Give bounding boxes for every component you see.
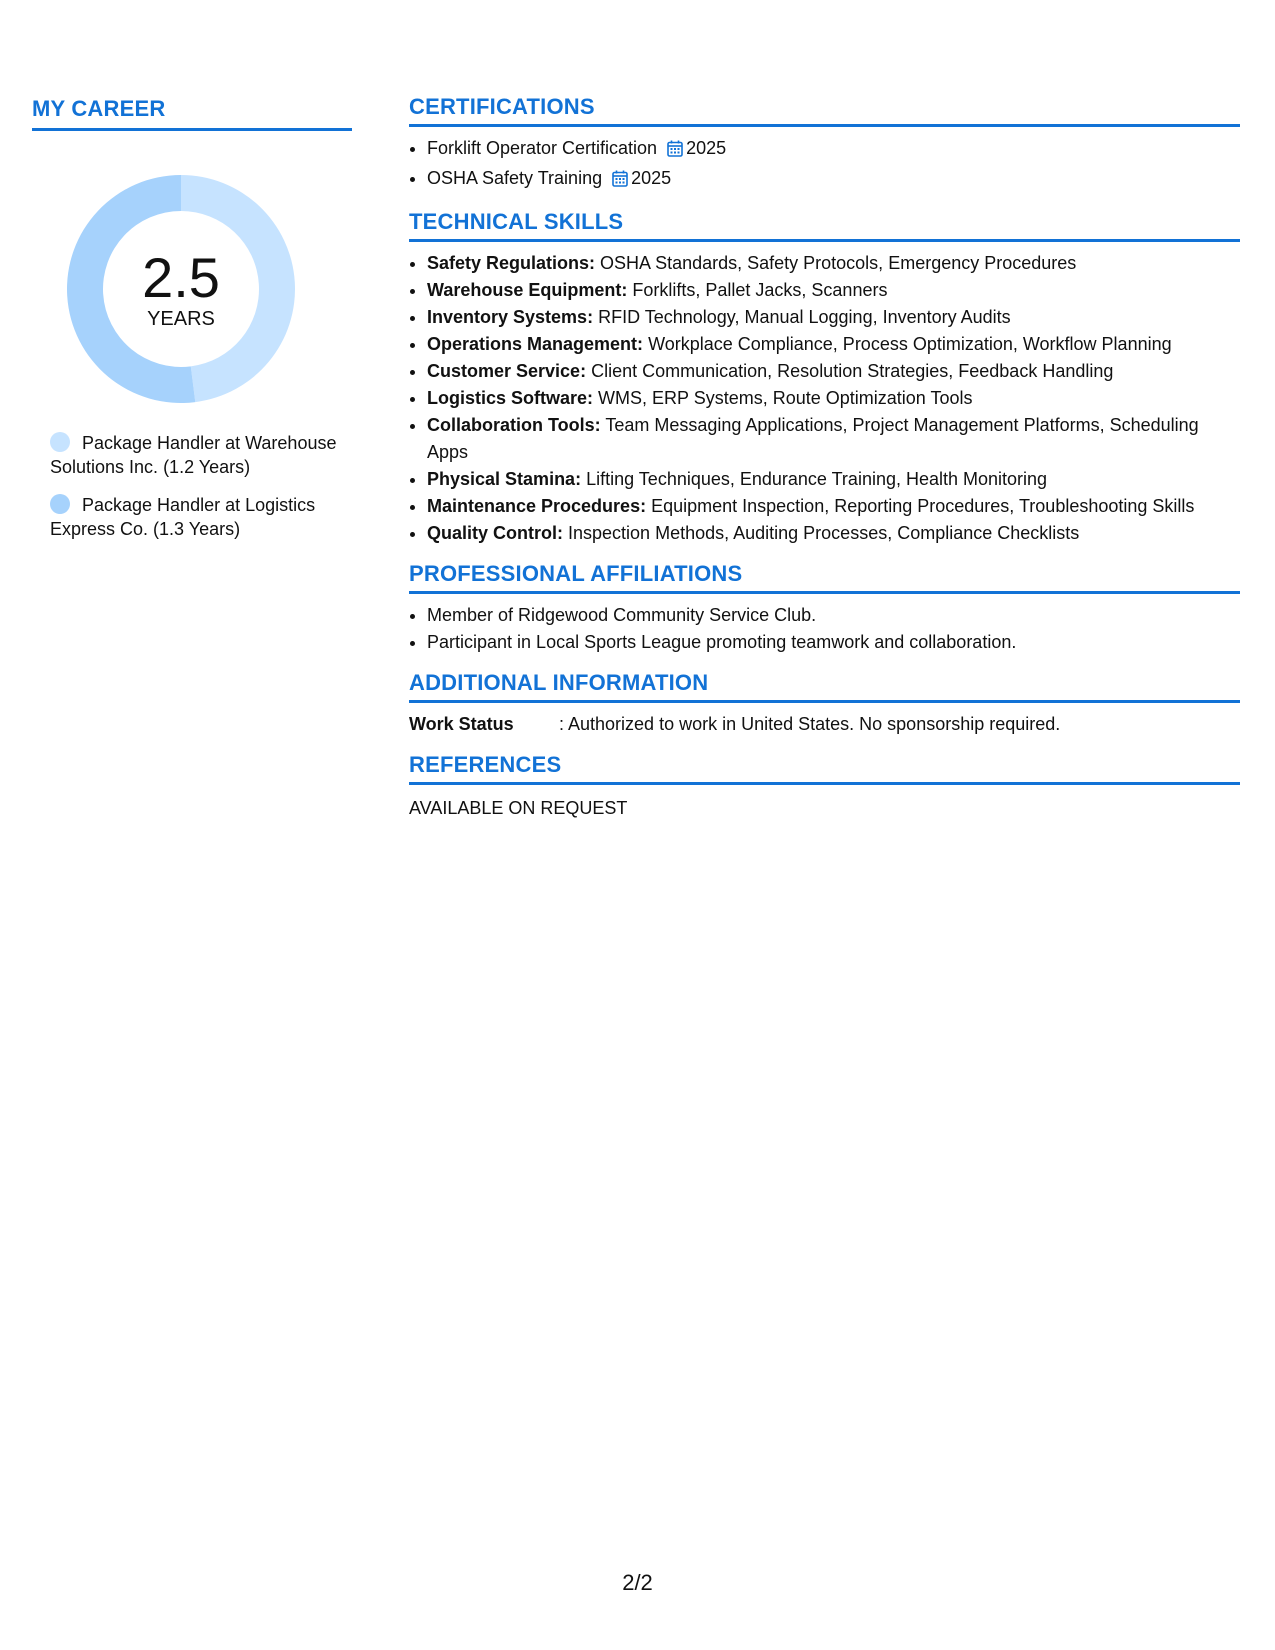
skill-label: Collaboration Tools: <box>427 415 601 435</box>
career-title: MY CAREER <box>32 96 352 131</box>
legend-item <box>50 493 352 541</box>
skill-value: Workplace Compliance, Process Optimization, Workflow Planning <box>648 334 1172 354</box>
skill-item <box>427 385 1240 412</box>
skill-label: Physical Stamina: <box>427 469 582 489</box>
skill-item <box>427 304 1240 331</box>
legend-item <box>50 431 352 479</box>
references-section <box>409 752 1240 822</box>
affiliation-item: • Member of Ridgewood Community Service Club. <box>427 602 1240 629</box>
page-number: 2/2 <box>622 1570 653 1595</box>
certification-year: 2025 <box>631 168 672 188</box>
certification-name: OSHA Safety Training <box>427 168 603 188</box>
skill-item <box>427 520 1240 547</box>
skill-item <box>427 412 1240 466</box>
affiliations-title: PROFESSIONAL AFFILIATIONS <box>409 561 1240 594</box>
references-title: REFERENCES <box>409 752 1240 785</box>
calendar-icon <box>667 138 683 165</box>
additional-section <box>409 670 1240 738</box>
career-donut-chart <box>67 175 295 403</box>
legend-dot <box>50 432 70 452</box>
skill-label: Inventory Systems: <box>427 307 594 327</box>
skill-value: WMS, ERP Systems, Route Optimization Tools <box>598 388 973 408</box>
certifications-section <box>409 94 1240 195</box>
references-text: AVAILABLE ON REQUEST <box>409 798 628 818</box>
work-status-row <box>409 711 1240 738</box>
affiliations-section <box>409 561 1240 656</box>
skill-label: Safety Regulations: <box>427 253 596 273</box>
skill-item <box>427 277 1240 304</box>
skills-list <box>409 250 1240 547</box>
skill-label: Logistics Software: <box>427 388 594 408</box>
skills-title: TECHNICAL SKILLS <box>409 209 1240 242</box>
skill-value: Equipment Inspection, Reporting Procedures, Troubleshooting Skills <box>651 496 1195 516</box>
career-column <box>32 96 352 555</box>
skill-value: OSHA Standards, Safety Protocols, Emergency Procedures <box>600 253 1077 273</box>
skill-item <box>427 493 1240 520</box>
skill-label: Customer Service: <box>427 361 587 381</box>
work-status-label: Work Status <box>409 714 514 734</box>
career-legend <box>32 431 352 541</box>
calendar-icon <box>612 168 628 195</box>
skills-section <box>409 209 1240 547</box>
total-years-unit: YEARS <box>147 308 215 330</box>
skill-value: Forklifts, Pallet Jacks, Scanners <box>632 280 888 300</box>
skill-item <box>427 466 1240 493</box>
certification-item <box>427 135 1240 165</box>
skill-label: Maintenance Procedures: <box>427 496 647 516</box>
skill-value: Team Messaging Applications, Project Management Platforms, Scheduling Apps <box>427 415 1199 462</box>
affiliations-list <box>409 602 1240 656</box>
legend-label: Package Handler at Logistics Express Co. (1.3 Years) <box>50 495 316 539</box>
additional-title: ADDITIONAL INFORMATION <box>409 670 1240 703</box>
affiliation-item: • Participant in Local Sports League promoting teamwork and collaboration. <box>427 629 1240 656</box>
skill-label: Warehouse Equipment: <box>427 280 628 300</box>
donut-center <box>67 175 295 403</box>
skill-value: Client Communication, Resolution Strategies, Feedback Handling <box>591 361 1114 381</box>
total-years-value: 2.5 <box>142 246 220 309</box>
skill-label: Operations Management: <box>427 334 644 354</box>
certifications-title: CERTIFICATIONS <box>409 94 1240 127</box>
certifications-list <box>409 135 1240 195</box>
main-column <box>409 94 1240 836</box>
certification-year: 2025 <box>686 138 727 158</box>
skill-item <box>427 250 1240 277</box>
skill-value: Inspection Methods, Auditing Processes, Compliance Checklists <box>568 523 1080 543</box>
skill-item <box>427 331 1240 358</box>
work-status-value: : Authorized to work in United States. No sponsorship required. <box>559 714 1061 734</box>
certification-item <box>427 165 1240 195</box>
skill-item <box>427 358 1240 385</box>
skill-value: Lifting Techniques, Endurance Training, Health Monitoring <box>586 469 1048 489</box>
legend-label: Package Handler at Warehouse Solutions Inc. (1.2 Years) <box>50 433 337 477</box>
legend-dot <box>50 494 70 514</box>
skill-label: Quality Control: <box>427 523 563 543</box>
certification-name: Forklift Operator Certification <box>427 138 658 158</box>
skill-value: RFID Technology, Manual Logging, Inventory Audits <box>598 307 1011 327</box>
